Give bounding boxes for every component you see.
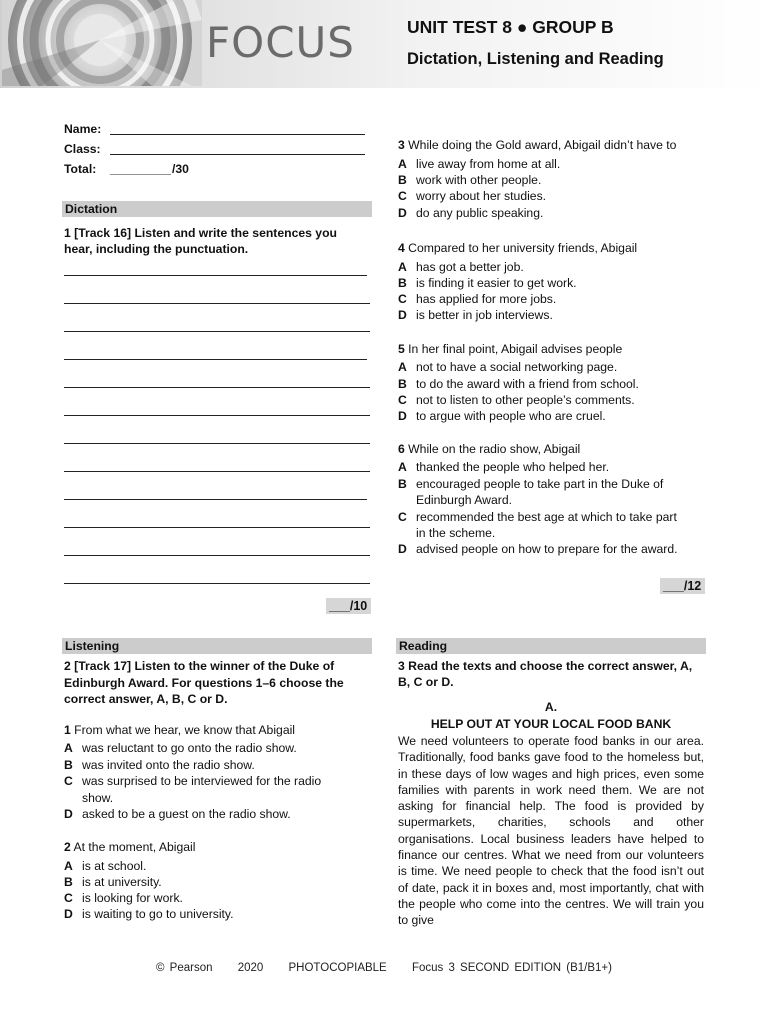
question-number: 1 — [64, 723, 71, 737]
answer-option[interactable]: B to do the award with a friend from school. — [398, 377, 639, 391]
reading-heading: Reading — [396, 638, 706, 654]
answer-option[interactable]: C worry about her studies. — [398, 189, 547, 203]
answer-option-continued: in the scheme. — [416, 526, 496, 540]
name-label: Name: — [64, 122, 102, 136]
class-field[interactable] — [110, 154, 365, 155]
listening-heading: Listening — [62, 638, 372, 654]
dictation-instruction: hear, including the punctuation. — [64, 242, 249, 256]
answer-option[interactable]: C is looking for work. — [64, 891, 183, 905]
question-number: 3 — [398, 138, 405, 152]
question-text: While doing the Gold award, Abigail didn’t have to — [408, 138, 677, 152]
writing-line[interactable] — [64, 527, 370, 528]
listening-instruction: Edinburgh Award. For questions 1–6 choose the — [64, 676, 344, 690]
question-text: Compared to her university friends, Abigail — [408, 241, 638, 255]
listening-instruction: correct answer, A, B, C or D. — [64, 692, 228, 706]
unit-title: UNIT TEST 8 ● GROUP B — [407, 17, 614, 37]
writing-line[interactable] — [64, 359, 367, 360]
question-text: At the moment, Abigail — [73, 840, 196, 854]
writing-line[interactable] — [64, 275, 367, 276]
answer-option[interactable]: B is finding it easier to get work. — [398, 276, 577, 290]
writing-line[interactable] — [64, 387, 370, 388]
total-blank: _________ — [110, 162, 172, 176]
footer-publisher: © Pearson — [156, 962, 213, 974]
question-stem — [64, 722, 295, 738]
writing-line[interactable] — [64, 499, 367, 500]
footer-photocopiable: PHOTOCOPIABLE — [288, 962, 387, 974]
question-number: 5 — [398, 342, 405, 356]
answer-option[interactable]: B was invited onto the radio show. — [64, 758, 255, 772]
answer-option[interactable]: D is better in job interviews. — [398, 308, 553, 322]
footer-year: 2020 — [237, 962, 264, 974]
answer-option[interactable]: A is at school. — [64, 859, 147, 873]
answer-option[interactable]: A was reluctant to go onto the radio show. — [64, 741, 297, 755]
question-text: While on the radio show, Abigail — [408, 442, 581, 456]
answer-option[interactable]: D is waiting to go to university. — [64, 907, 234, 921]
brand-logo: FOCUS — [206, 18, 355, 67]
answer-option[interactable]: C not to listen to other people’s comments. — [398, 393, 635, 407]
name-field[interactable] — [110, 134, 365, 135]
answer-option[interactable]: B work with other people. — [398, 173, 542, 187]
answer-option[interactable]: A thanked the people who helped her. — [398, 460, 610, 474]
focus-logo-graphic — [2, 0, 202, 86]
answer-option[interactable]: D asked to be a guest on the radio show. — [64, 807, 291, 821]
question-stem — [398, 137, 676, 153]
answer-option-continued: show. — [82, 791, 114, 805]
class-label: Class: — [64, 142, 101, 156]
text-a-label: A. — [544, 700, 558, 714]
question-text: From what we hear, we know that Abigail — [74, 723, 296, 737]
writing-line[interactable] — [64, 303, 370, 304]
dictation-instruction: 1 [Track 16] Listen and write the sentences you — [64, 226, 337, 240]
dictation-heading: Dictation — [62, 201, 372, 217]
reading-instruction: 3 Read the texts and choose the correct answer, A, — [398, 659, 693, 673]
question-number: 6 — [398, 442, 405, 456]
answer-option[interactable]: B encouraged people to take part in the Duke of — [398, 477, 664, 491]
page-footer — [0, 962, 768, 974]
answer-option[interactable]: D to argue with people who are cruel. — [398, 409, 606, 423]
question-stem — [398, 341, 622, 357]
total-max: /30 — [172, 162, 189, 176]
question-stem — [398, 240, 637, 256]
answer-option[interactable]: D advised people on how to prepare for the award. — [398, 542, 678, 556]
writing-line[interactable] — [64, 443, 370, 444]
text-a-body: We need volunteers to operate food banks in our area. Traditionally, food banks gave food to the homeless but, in these days of low wages and high prices, even some families with parents in work need them. We are not asking for financial help. The food is provided by supermarkets, charities, schools and other organisations. Local business leaders have helped to finance our centres. What we need from our volunteers is time. We need people to check that the food isn’t out of date, pack it in boxes and, most importantly, chat with the people who come into the centres. We will train you to give — [398, 734, 704, 928]
listening-score: ___/12 — [660, 578, 705, 594]
writing-line[interactable] — [64, 555, 370, 556]
dictation-score: ___/10 — [326, 598, 371, 614]
listening-instruction: 2 [Track 17] Listen to the winner of the Duke of — [64, 659, 335, 673]
question-stem — [398, 441, 580, 457]
answer-option[interactable]: A has got a better job. — [398, 260, 524, 274]
writing-line[interactable] — [64, 331, 370, 332]
writing-line[interactable] — [64, 583, 370, 584]
answer-option[interactable]: A not to have a social networking page. — [398, 360, 618, 374]
writing-line[interactable] — [64, 415, 370, 416]
question-stem — [64, 839, 195, 855]
answer-option-continued: Edinburgh Award. — [416, 493, 512, 507]
page-header — [0, 0, 768, 88]
answer-option[interactable]: C was surprised to be interviewed for the radio — [64, 774, 322, 788]
test-subtitle: Dictation, Listening and Reading — [407, 50, 664, 68]
question-number: 4 — [398, 241, 405, 255]
answer-option[interactable]: D do any public speaking. — [398, 206, 544, 220]
writing-line[interactable] — [64, 471, 370, 472]
footer-edition: Focus 3 SECOND EDITION (B1/B1+) — [411, 962, 612, 974]
text-a-title: HELP OUT AT YOUR LOCAL FOOD BANK — [430, 717, 672, 731]
answer-option[interactable]: C recommended the best age at which to take part — [398, 510, 677, 524]
reading-instruction: B, C or D. — [398, 675, 454, 689]
answer-option[interactable]: B is at university. — [64, 875, 162, 889]
answer-option[interactable]: A live away from home at all. — [398, 157, 561, 171]
total-label: Total: — [64, 162, 97, 176]
question-number: 2 — [64, 840, 71, 854]
question-text: In her final point, Abigail advises people — [408, 342, 623, 356]
answer-option[interactable]: C has applied for more jobs. — [398, 292, 557, 306]
